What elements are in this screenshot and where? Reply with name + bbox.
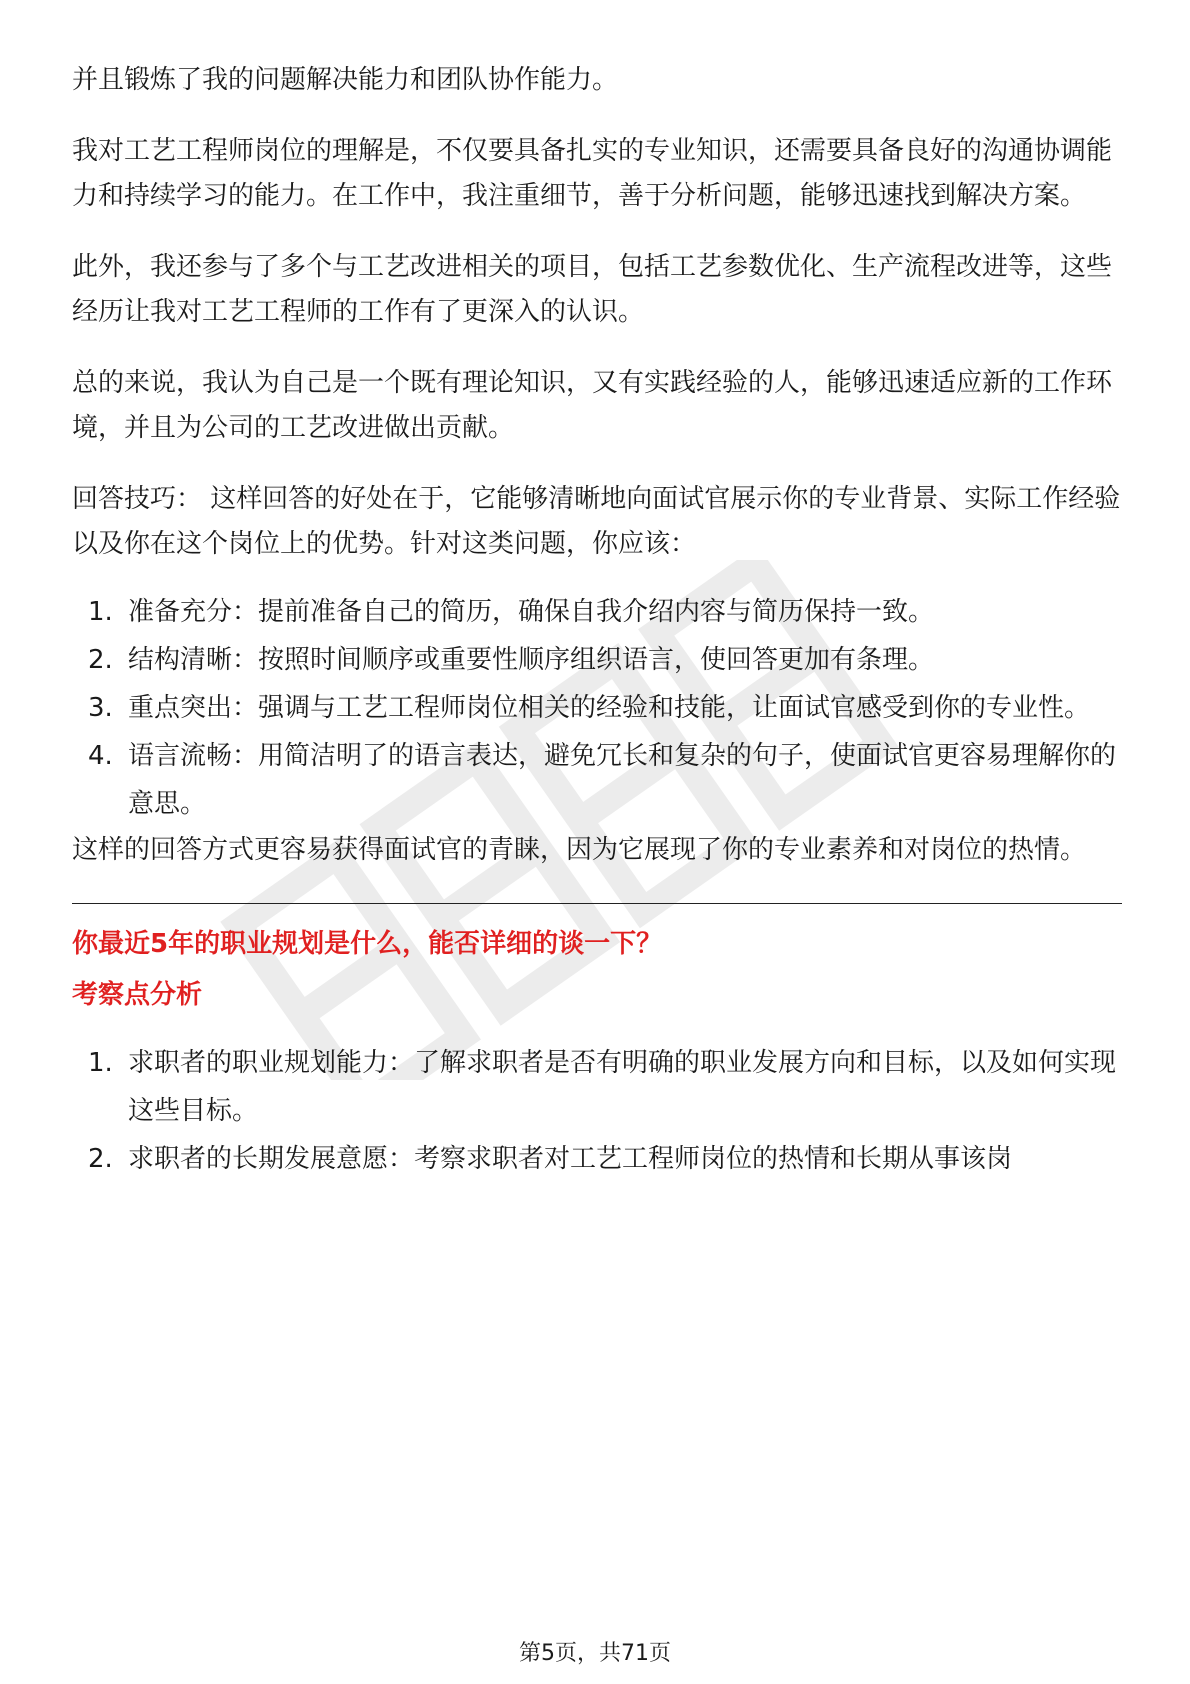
document-page <box>72 58 1122 1184</box>
paragraph-summary: 总的来说，我认为自己是一个既有理论知识，又有实践经验的人，能够迅速适应新的工作环境，并且为公司的工艺改进做出贡献。 <box>72 367 1113 443</box>
paragraph-answer-tips: 回答技巧： 这样回答的好处在于，它能够清晰地向面试官展示你的专业背景、实际工作经验以及你在这个岗位上的优势。针对这类问题，你应该： <box>72 483 1121 559</box>
question-heading: 你最近5年的职业规划是什么，能否详细的谈一下？ <box>72 929 663 960</box>
list-item-number: 3. <box>88 692 113 723</box>
paragraph-understanding: 我对工艺工程师岗位的理解是，不仅要具备扎实的专业知识，还需要具备良好的沟通协调能力和持续学习的能力。在工作中，我注重细节，善于分析问题，能够迅速找到解决方案。 <box>72 135 1113 211</box>
list-item-text: 求职者的职业规划能力：了解求职者是否有明确的职业发展方向和目标，以及如何实现这些目标。 <box>128 1048 1117 1127</box>
list-item-text: 结构清晰：按照时间顺序或重要性顺序组织语言，使回答更加有条理。 <box>128 644 935 675</box>
list-item-number: 1. <box>88 1048 113 1079</box>
analysis-heading: 考察点分析 <box>72 979 203 1010</box>
list-item <box>72 588 1122 636</box>
list-item-text: 准备充分：提前准备自己的简历，确保自我介绍内容与简历保持一致。 <box>128 596 935 627</box>
tips-list <box>72 588 1122 828</box>
list-item-number: 4. <box>88 740 113 771</box>
list-item <box>72 1039 1122 1135</box>
list-item <box>72 732 1122 828</box>
list-item-text: 重点突出：强调与工艺工程师岗位相关的经验和技能，让面试官感受到你的专业性。 <box>128 692 1091 723</box>
list-item <box>72 684 1122 732</box>
list-item-number: 2. <box>88 1144 113 1175</box>
list-item-number: 1. <box>88 596 113 627</box>
analysis-list <box>72 1039 1122 1183</box>
paragraph-projects: 此外，我还参与了多个与工艺改进相关的项目，包括工艺参数优化、生产流程改进等，这些经历让我对工艺工程师的工作有了更深入的认识。 <box>72 251 1113 327</box>
list-item-number: 2. <box>88 644 113 675</box>
page-footer: 第5页，共71页 <box>519 1641 671 1666</box>
list-item-text: 求职者的长期发展意愿：考察求职者对工艺工程师岗位的热情和长期从事该岗 <box>128 1144 1013 1175</box>
paragraph-intro-end: 并且锻炼了我的问题解决能力和团队协作能力。 <box>72 65 619 95</box>
section-divider <box>72 903 1122 904</box>
paragraph-closing: 这样的回答方式更容易获得面试官的青睐，因为它展现了你的专业素养和对岗位的热情。 <box>72 834 1087 865</box>
list-item-text: 语言流畅：用简洁明了的语言表达，避免冗长和复杂的句子，使面试官更容易理解你的意思。 <box>128 740 1117 819</box>
list-item <box>72 636 1122 684</box>
list-item <box>72 1135 1122 1183</box>
